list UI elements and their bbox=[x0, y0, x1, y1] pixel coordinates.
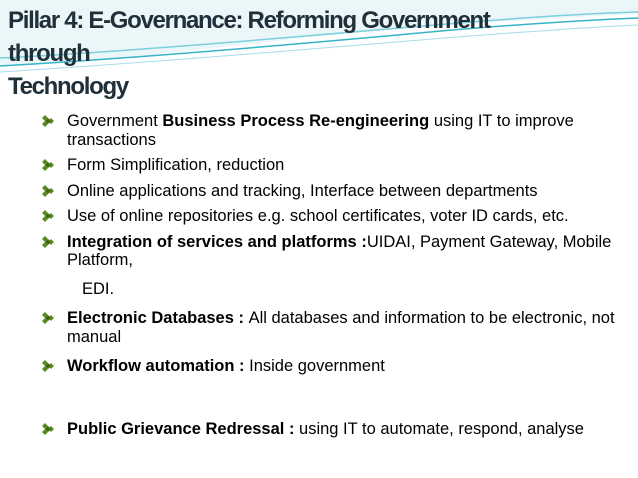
diamond-bullet-icon bbox=[40, 184, 58, 198]
title-line-2: Technology bbox=[8, 73, 128, 100]
list-item-continuation: EDI. bbox=[82, 279, 115, 298]
title-line-1: Pillar 4: E-Governance: Reforming Government through bbox=[8, 7, 490, 67]
bullet-list bbox=[40, 112, 620, 438]
list-item: Public Grievance Redressal : using IT to automate, respond, analyse bbox=[40, 420, 620, 439]
bold-term: Electronic Databases : bbox=[67, 309, 249, 327]
bold-term: Workflow automation : bbox=[67, 357, 250, 375]
slide-title bbox=[8, 4, 568, 103]
list-item: Use of online repositories e.g. school certificates, voter ID cards, etc. bbox=[40, 207, 620, 226]
list-item: Form Simplification, reduction bbox=[40, 156, 620, 175]
list-item: Electronic Databases : All databases and information to be electronic, not manual bbox=[40, 309, 620, 346]
list-item: Workflow automation : Inside government bbox=[40, 357, 620, 376]
diamond-bullet-icon bbox=[40, 422, 58, 436]
diamond-bullet-icon bbox=[40, 114, 58, 128]
list-item: Integration of services and platforms :UIDAI, Payment Gateway, Mobile Platform, bbox=[40, 233, 620, 270]
bold-term: Business Process Re-engineering bbox=[162, 112, 430, 130]
diamond-bullet-icon bbox=[40, 359, 58, 373]
diamond-bullet-icon bbox=[40, 311, 58, 325]
bold-term: Integration of services and platforms : bbox=[67, 232, 367, 251]
bold-term: Public Grievance Redressal : bbox=[67, 419, 300, 438]
diamond-bullet-icon bbox=[40, 209, 58, 223]
diamond-bullet-icon bbox=[40, 235, 58, 249]
list-item: Government Business Process Re-engineering using IT to improve transactions bbox=[40, 112, 620, 149]
list-item: Online applications and tracking, Interface between departments bbox=[40, 182, 620, 201]
diamond-bullet-icon bbox=[40, 158, 58, 172]
